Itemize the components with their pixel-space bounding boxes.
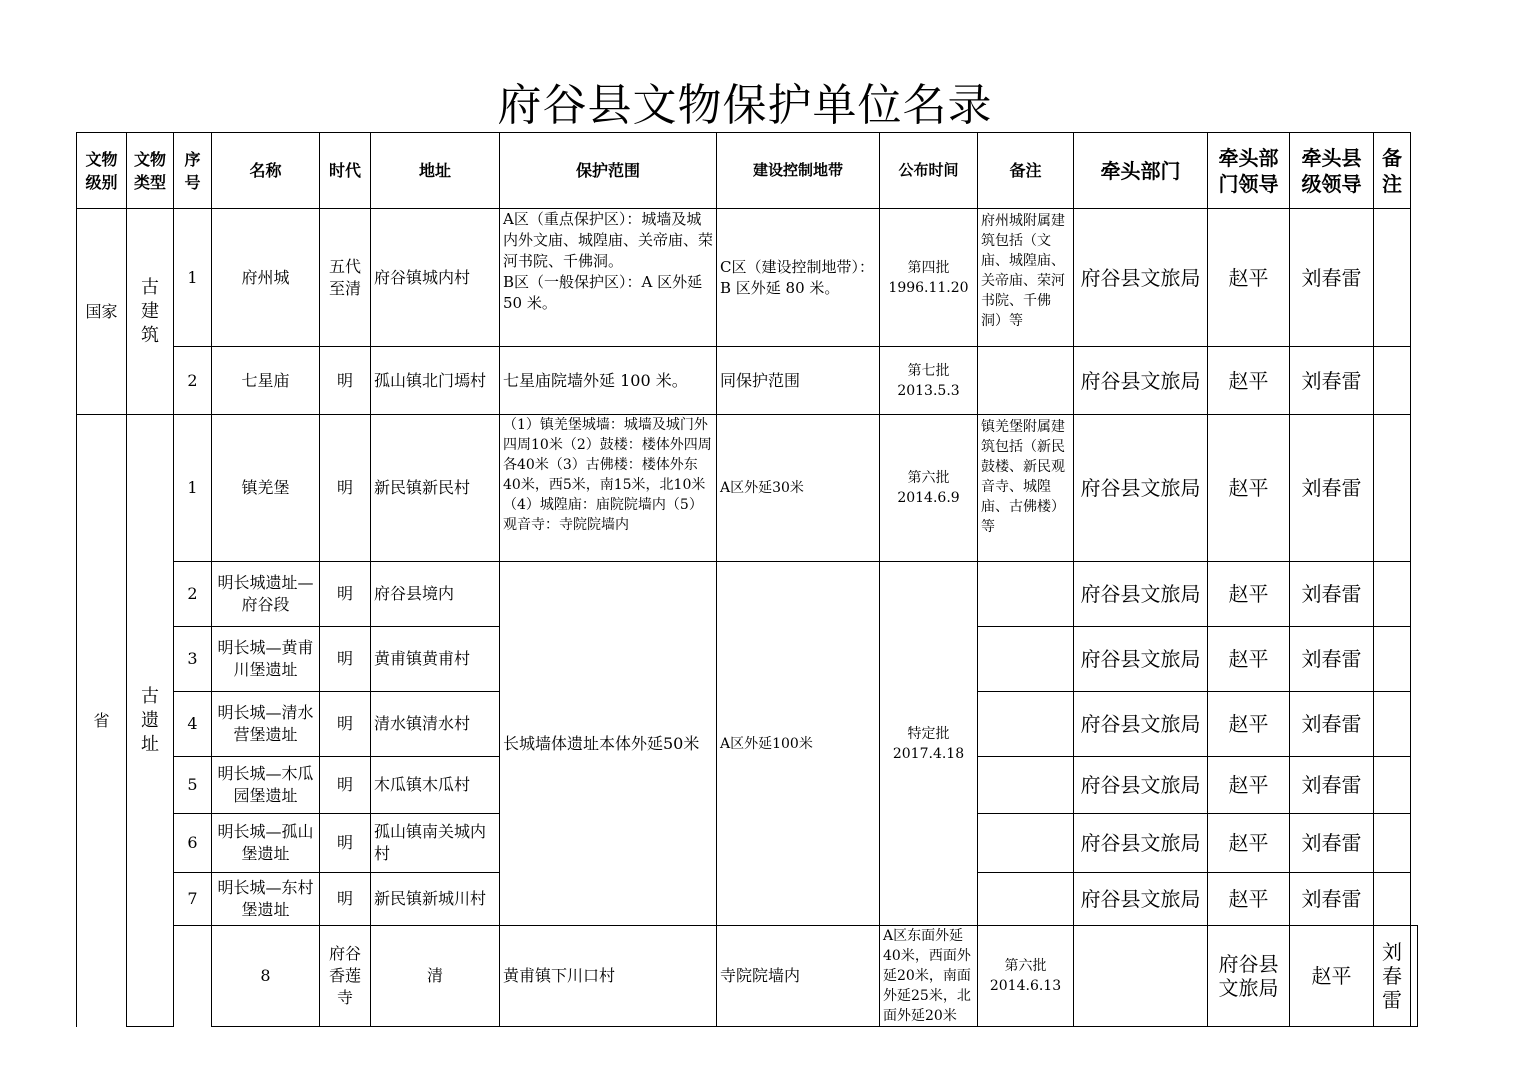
scope-cell: （1）镇羌堡城墙：城墙及城门外四周10米（2）鼓楼：楼体外四周各40米（3）古佛楼：楼体外东40米，西5米，南15米，北10米 （4）城隍庙：庙院院墙内（5）观音寺：寺院院墙内 <box>500 415 717 562</box>
remark-cell <box>1374 873 1411 926</box>
era-cell: 明 <box>320 692 371 757</box>
remark-cell <box>1374 415 1411 562</box>
header-dept-leader: 牵头部门领导 <box>1208 133 1290 209</box>
remark-cell <box>1374 209 1411 347</box>
dept-leader-cell: 赵平 <box>1208 757 1290 814</box>
dept-cell: 府谷县文旅局 <box>1074 415 1208 562</box>
county-leader-cell: 刘春雷 <box>1290 562 1374 627</box>
seq-cell: 1 <box>174 415 212 562</box>
address-cell: 木瓜镇木瓜村 <box>371 757 500 814</box>
seq-cell: 3 <box>174 627 212 692</box>
dept-leader-cell: 赵平 <box>1208 814 1290 873</box>
remark-cell <box>1374 814 1411 873</box>
header-address: 地址 <box>371 133 500 209</box>
remark-cell <box>1374 562 1411 627</box>
name-cell: 明长城—东村堡遗址 <box>212 873 320 926</box>
note-text: 府州城附属建筑包括（文庙、城隍庙、关帝庙、荣河书院、千佛洞）等 <box>981 212 1065 329</box>
published-cell: 第四批 1996.11.20 <box>880 209 978 347</box>
control-cell: A区外延30米 <box>717 415 880 562</box>
remark-cell <box>1374 692 1411 757</box>
county-leader-cell: 刘春雷 <box>1290 415 1374 562</box>
note-cell <box>978 814 1074 873</box>
great-wall-control-cell: A区外延100米 <box>717 562 880 926</box>
note-cell <box>978 209 1074 347</box>
name-cell: 明长城遗址—府谷段 <box>212 562 320 627</box>
dept-cell: 府谷县文旅局 <box>1074 757 1208 814</box>
dept-cell: 府谷县文旅局 <box>1074 814 1208 873</box>
name-cell: 府州城 <box>212 209 320 347</box>
table-row <box>77 926 1418 1027</box>
name-cell: 府谷香莲寺 <box>320 926 371 1027</box>
header-note: 备注 <box>978 133 1074 209</box>
county-leader-cell: 刘春雷 <box>1290 627 1374 692</box>
control-cell: A区东面外延40米，西面外延20米，南面外延25米，北面外延20米 <box>880 926 978 1027</box>
note-cell <box>1074 926 1208 1027</box>
era-cell: 五代至清 <box>320 209 371 347</box>
name-cell: 明长城—孤山堡遗址 <box>212 814 320 873</box>
address-cell: 黄甫镇下川口村 <box>500 926 717 1027</box>
note-cell <box>978 757 1074 814</box>
county-leader-cell: 刘春雷 <box>1290 209 1374 347</box>
address-cell: 孤山镇南关城内村 <box>371 814 500 873</box>
address-cell: 府谷县境内 <box>371 562 500 627</box>
dept-cell: 府谷县文旅局 <box>1074 692 1208 757</box>
address-cell: 黄甫镇黄甫村 <box>371 627 500 692</box>
great-wall-published-cell: 特定批 2017.4.18 <box>880 562 978 926</box>
era-cell: 明 <box>320 347 371 415</box>
era-cell: 明 <box>320 873 371 926</box>
heritage-table <box>76 132 1418 1027</box>
address-cell: 府谷镇城内村 <box>371 209 500 347</box>
era-cell: 明 <box>320 562 371 627</box>
dept-leader-cell: 赵平 <box>1208 415 1290 562</box>
seq-cell: 1 <box>174 209 212 347</box>
scope-cell: 寺院院墙内 <box>717 926 880 1027</box>
county-leader-cell: 刘春雷 <box>1290 347 1374 415</box>
county-leader-cell: 刘春雷 <box>1290 692 1374 757</box>
era-cell: 明 <box>320 415 371 562</box>
header-row <box>77 133 1418 209</box>
name-cell: 镇羌堡 <box>212 415 320 562</box>
table-row <box>77 562 1418 627</box>
control-cell: C区（建设控制地带）：B 区外延 80 米。 <box>717 209 880 347</box>
remark-cell <box>1374 347 1411 415</box>
note-cell <box>978 347 1074 415</box>
level-national: 国家 <box>77 209 127 415</box>
era-cell: 明 <box>320 627 371 692</box>
dept-cell: 府谷县文旅局 <box>1074 562 1208 627</box>
header-seq: 序号 <box>174 133 212 209</box>
dept-cell: 府谷县文旅局 <box>1074 627 1208 692</box>
dept-cell: 府谷县文旅局 <box>1074 347 1208 415</box>
note-cell <box>978 562 1074 627</box>
header-era: 时代 <box>320 133 371 209</box>
published-cell: 第六批 2014.6.13 <box>978 926 1074 1027</box>
scope-cell: 七星庙院墙外延 100 米。 <box>500 347 717 415</box>
header-scope: 保护范围 <box>500 133 717 209</box>
era-cell: 明 <box>320 814 371 873</box>
era-cell: 明 <box>320 757 371 814</box>
header-remark: 备注 <box>1374 133 1411 209</box>
great-wall-scope-cell: 长城墙体遗址本体外延50米 <box>500 562 717 926</box>
dept-leader-cell: 赵平 <box>1208 873 1290 926</box>
header-published: 公布时间 <box>880 133 978 209</box>
dept-leader-cell: 赵平 <box>1208 562 1290 627</box>
county-leader-cell: 刘春雷 <box>1290 814 1374 873</box>
published-cell: 第七批 2013.5.3 <box>880 347 978 415</box>
dept-cell: 府谷县文旅局 <box>1074 209 1208 347</box>
address-cell: 新民镇新民村 <box>371 415 500 562</box>
header-level: 文物级别 <box>77 133 127 209</box>
name-cell: 明长城—清水营堡遗址 <box>212 692 320 757</box>
note-cell <box>978 873 1074 926</box>
published-cell: 第六批 2014.6.9 <box>880 415 978 562</box>
address-cell: 新民镇新城川村 <box>371 873 500 926</box>
level-provincial: 省 <box>77 415 127 1027</box>
seq-cell: 7 <box>174 873 212 926</box>
remark-cell <box>1374 627 1411 692</box>
seq-cell: 5 <box>174 757 212 814</box>
header-type: 文物类型 <box>127 133 174 209</box>
type-ancient-site: 古遗址 <box>127 415 174 1027</box>
note-cell <box>978 415 1074 562</box>
note-cell <box>978 627 1074 692</box>
address-cell: 清水镇清水村 <box>371 692 500 757</box>
dept-leader-cell: 赵平 <box>1290 926 1374 1027</box>
seq-cell: 2 <box>174 347 212 415</box>
dept-cell: 府谷县文旅局 <box>1208 926 1290 1027</box>
county-leader-cell: 刘春雷 <box>1290 757 1374 814</box>
name-cell: 七星庙 <box>212 347 320 415</box>
header-dept: 牵头部门 <box>1074 133 1208 209</box>
dept-leader-cell: 赵平 <box>1208 209 1290 347</box>
remark-cell <box>1411 926 1418 1027</box>
header-name: 名称 <box>212 133 320 209</box>
type-ancient-building: 古建筑 <box>127 209 174 415</box>
page-title: 府谷县文物保护单位名录 <box>497 80 993 131</box>
table-row <box>77 347 1418 415</box>
seq-cell: 2 <box>174 562 212 627</box>
note-cell <box>978 692 1074 757</box>
type-cell-empty <box>174 926 212 1027</box>
table-row <box>77 209 1418 347</box>
dept-leader-cell: 赵平 <box>1208 692 1290 757</box>
control-cell: 同保护范围 <box>717 347 880 415</box>
seq-cell: 4 <box>174 692 212 757</box>
dept-leader-cell: 赵平 <box>1208 347 1290 415</box>
table-row <box>77 415 1418 562</box>
dept-cell: 府谷县文旅局 <box>1074 873 1208 926</box>
address-cell: 孤山镇北门墕村 <box>371 347 500 415</box>
seq-cell: 6 <box>174 814 212 873</box>
header-control: 建设控制地带 <box>717 133 880 209</box>
name-cell: 明长城—木瓜园堡遗址 <box>212 757 320 814</box>
era-cell: 清 <box>371 926 500 1027</box>
county-leader-cell: 刘春雷 <box>1290 873 1374 926</box>
name-cell: 明长城—黄甫川堡遗址 <box>212 627 320 692</box>
remark-cell <box>1374 757 1411 814</box>
scope-cell: A区（重点保护区）：城墙及城内外文庙、城隍庙、关帝庙、荣河书院、千佛洞。 B区（一般保护区）：A 区外延 50 米。 <box>500 209 717 347</box>
header-county-leader: 牵头县级领导 <box>1290 133 1374 209</box>
note-text: 镇羌堡附属建筑包括（新民鼓楼、新民观音寺、城隍庙、古佛楼）等 <box>981 418 1065 535</box>
dept-leader-cell: 赵平 <box>1208 627 1290 692</box>
seq-cell: 8 <box>212 926 320 1027</box>
county-leader-cell: 刘春雷 <box>1374 926 1411 1027</box>
